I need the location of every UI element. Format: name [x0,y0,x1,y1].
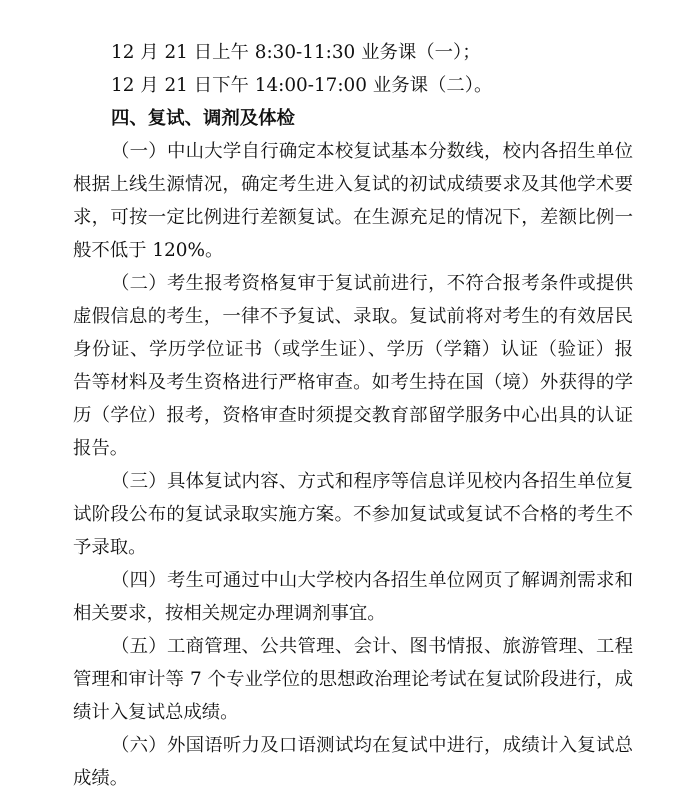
schedule-line-2: 12 月 21 日下午 14:00-17:00 业务课（二）。 [111,75,493,96]
paragraph-2: （二）考生报考资格复审于复试前进行，不符合报考条件或提供虚假信息的考生，一律不予复试、录取。复试前将对考生的有效居民身份证、学历学位证书（或学生证）、学历（学籍）认证（验证）报告等材料及考生资格进行严格审查。如考生持在国（境）外获得的学历（学位）报考，资格审查时须提交教育部留学服务中心出具的认证报告。 [73,273,633,459]
paragraph-6: （六）外国语听力及口语测试均在复试中进行，成绩计入复试总成绩。 [73,735,633,789]
paragraph-5: （五）工商管理、公共管理、会计、图书情报、旅游管理、工程管理和审计等 7 个专业学位的思想政治理论考试在复试阶段进行，成绩计入复试总成绩。 [73,636,633,723]
paragraph-3: （三）具体复试内容、方式和程序等信息详见校内各招生单位复试阶段公布的复试录取实施方案。不参加复试或复试不合格的考生不予录取。 [73,471,633,558]
paragraph-4: （四）考生可通过中山大学校内各招生单位网页了解调剂需求和相关要求，按相关规定办理调剂事宜。 [73,570,633,624]
section-heading: 四、复试、调剂及体检 [111,108,295,129]
paragraph-1: （一）中山大学自行确定本校复试基本分数线，校内各招生单位根据上线生源情况，确定考生进入复试的初试成绩要求及其他学术要求，可按一定比例进行差额复试。在生源充足的情况下，差额比例一般不低于 120%。 [73,141,633,261]
document-page [73,36,633,795]
schedule-line-1: 12 月 21 日上午 8:30-11:30 业务课（一）； [111,42,481,63]
